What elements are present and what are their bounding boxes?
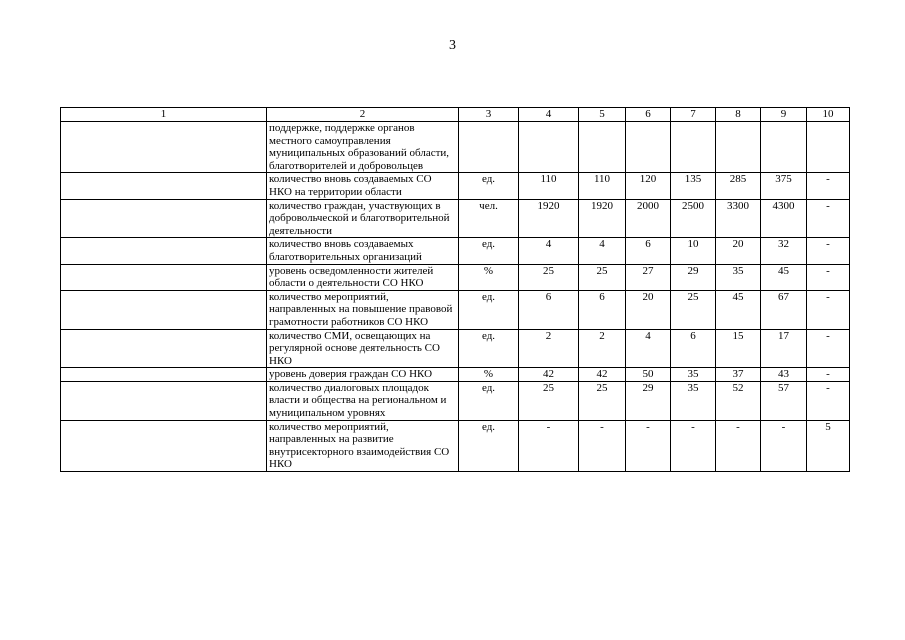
- value-cell-9: 45: [761, 264, 807, 290]
- value-cell-6: 2000: [626, 199, 671, 238]
- value-cell-4: 6: [519, 290, 579, 329]
- value-cell-10: -: [807, 173, 850, 199]
- program-cell: [61, 173, 267, 199]
- value-cell-8: 285: [716, 173, 761, 199]
- value-cell-10: -: [807, 199, 850, 238]
- unit-cell: ед.: [459, 381, 519, 420]
- table-row: [61, 420, 850, 471]
- value-cell-6: 29: [626, 381, 671, 420]
- value-cell-10: -: [807, 290, 850, 329]
- value-cell-4: 4: [519, 238, 579, 264]
- value-cell-5: [579, 122, 626, 173]
- value-cell-4: 1920: [519, 199, 579, 238]
- table-row: [61, 290, 850, 329]
- value-cell-10: -: [807, 329, 850, 368]
- value-cell-8: 35: [716, 264, 761, 290]
- program-cell: [61, 199, 267, 238]
- indicator-name-cell: количество мероприятий, направленных на развитие внутрисекторного взаимодействия СО НКО: [267, 420, 459, 471]
- column-header-5: 5: [579, 108, 626, 122]
- value-cell-10: 5: [807, 420, 850, 471]
- value-cell-8: 52: [716, 381, 761, 420]
- table-body: [61, 122, 850, 472]
- value-cell-6: 120: [626, 173, 671, 199]
- value-cell-5: 42: [579, 368, 626, 382]
- value-cell-4: 110: [519, 173, 579, 199]
- indicators-table: [60, 107, 850, 472]
- indicator-name-cell: уровень доверия граждан СО НКО: [267, 368, 459, 382]
- indicator-name-cell: количество граждан, участвующих в добровольческой и благотворительной деятельности: [267, 199, 459, 238]
- program-cell: [61, 290, 267, 329]
- value-cell-6: 6: [626, 238, 671, 264]
- value-cell-7: 2500: [671, 199, 716, 238]
- column-header-6: 6: [626, 108, 671, 122]
- value-cell-7: 6: [671, 329, 716, 368]
- unit-cell: [459, 122, 519, 173]
- table-header: [61, 108, 850, 122]
- value-cell-9: -: [761, 420, 807, 471]
- program-cell: [61, 122, 267, 173]
- value-cell-9: 17: [761, 329, 807, 368]
- value-cell-4: 42: [519, 368, 579, 382]
- unit-cell: ед.: [459, 290, 519, 329]
- value-cell-4: [519, 122, 579, 173]
- page-number: 3: [449, 38, 456, 53]
- indicator-name-cell: количество диалоговых площадок власти и общества на региональном и муниципальном уровнях: [267, 381, 459, 420]
- header-row: [61, 108, 850, 122]
- value-cell-7: 35: [671, 368, 716, 382]
- value-cell-5: 6: [579, 290, 626, 329]
- value-cell-10: [807, 122, 850, 173]
- column-header-7: 7: [671, 108, 716, 122]
- unit-cell: ед.: [459, 329, 519, 368]
- value-cell-6: 27: [626, 264, 671, 290]
- value-cell-6: -: [626, 420, 671, 471]
- value-cell-9: 67: [761, 290, 807, 329]
- table-row: [61, 173, 850, 199]
- indicator-name-cell: количество мероприятий, направленных на повышение правовой грамотности работников СО НКО: [267, 290, 459, 329]
- program-cell: [61, 264, 267, 290]
- table-row: [61, 329, 850, 368]
- value-cell-9: 32: [761, 238, 807, 264]
- value-cell-8: [716, 122, 761, 173]
- unit-cell: %: [459, 368, 519, 382]
- indicator-name-cell: количество СМИ, освещающих на регулярной основе деятельность СО НКО: [267, 329, 459, 368]
- value-cell-5: 25: [579, 264, 626, 290]
- indicator-name-cell: количество вновь создаваемых благотворительных организаций: [267, 238, 459, 264]
- value-cell-8: 3300: [716, 199, 761, 238]
- table-row: [61, 264, 850, 290]
- program-cell: [61, 420, 267, 471]
- value-cell-4: -: [519, 420, 579, 471]
- value-cell-6: 4: [626, 329, 671, 368]
- value-cell-5: -: [579, 420, 626, 471]
- value-cell-5: 1920: [579, 199, 626, 238]
- program-cell: [61, 368, 267, 382]
- value-cell-7: [671, 122, 716, 173]
- value-cell-8: 20: [716, 238, 761, 264]
- value-cell-9: 57: [761, 381, 807, 420]
- value-cell-10: -: [807, 381, 850, 420]
- value-cell-7: 25: [671, 290, 716, 329]
- table-row: [61, 238, 850, 264]
- program-cell: [61, 238, 267, 264]
- value-cell-6: 50: [626, 368, 671, 382]
- table-row: [61, 381, 850, 420]
- value-cell-6: 20: [626, 290, 671, 329]
- column-header-4: 4: [519, 108, 579, 122]
- unit-cell: %: [459, 264, 519, 290]
- value-cell-7: 29: [671, 264, 716, 290]
- value-cell-7: 35: [671, 381, 716, 420]
- value-cell-5: 25: [579, 381, 626, 420]
- program-cell: [61, 381, 267, 420]
- value-cell-9: 375: [761, 173, 807, 199]
- indicator-name-cell: уровень осведомленности жителей области о деятельности СО НКО: [267, 264, 459, 290]
- column-header-9: 9: [761, 108, 807, 122]
- value-cell-10: -: [807, 264, 850, 290]
- value-cell-5: 2: [579, 329, 626, 368]
- indicator-name-cell: количество вновь создаваемых СО НКО на территории области: [267, 173, 459, 199]
- value-cell-9: 43: [761, 368, 807, 382]
- table-row: [61, 199, 850, 238]
- table-row: [61, 368, 850, 382]
- value-cell-7: 10: [671, 238, 716, 264]
- column-header-10: 10: [807, 108, 850, 122]
- program-cell: [61, 329, 267, 368]
- value-cell-7: -: [671, 420, 716, 471]
- value-cell-5: 4: [579, 238, 626, 264]
- value-cell-8: 37: [716, 368, 761, 382]
- unit-cell: ед.: [459, 173, 519, 199]
- table-row: [61, 122, 850, 173]
- column-header-3: 3: [459, 108, 519, 122]
- value-cell-8: 45: [716, 290, 761, 329]
- value-cell-10: -: [807, 368, 850, 382]
- value-cell-9: [761, 122, 807, 173]
- value-cell-8: -: [716, 420, 761, 471]
- value-cell-9: 4300: [761, 199, 807, 238]
- value-cell-10: -: [807, 238, 850, 264]
- value-cell-4: 25: [519, 381, 579, 420]
- value-cell-5: 110: [579, 173, 626, 199]
- indicator-name-cell: поддержке, поддержке органов местного самоуправления муниципальных образований области, благотворителей и добровольцев: [267, 122, 459, 173]
- value-cell-4: 2: [519, 329, 579, 368]
- value-cell-6: [626, 122, 671, 173]
- column-header-1: 1: [61, 108, 267, 122]
- value-cell-7: 135: [671, 173, 716, 199]
- unit-cell: ед.: [459, 420, 519, 471]
- value-cell-8: 15: [716, 329, 761, 368]
- unit-cell: чел.: [459, 199, 519, 238]
- unit-cell: ед.: [459, 238, 519, 264]
- value-cell-4: 25: [519, 264, 579, 290]
- column-header-2: 2: [267, 108, 459, 122]
- column-header-8: 8: [716, 108, 761, 122]
